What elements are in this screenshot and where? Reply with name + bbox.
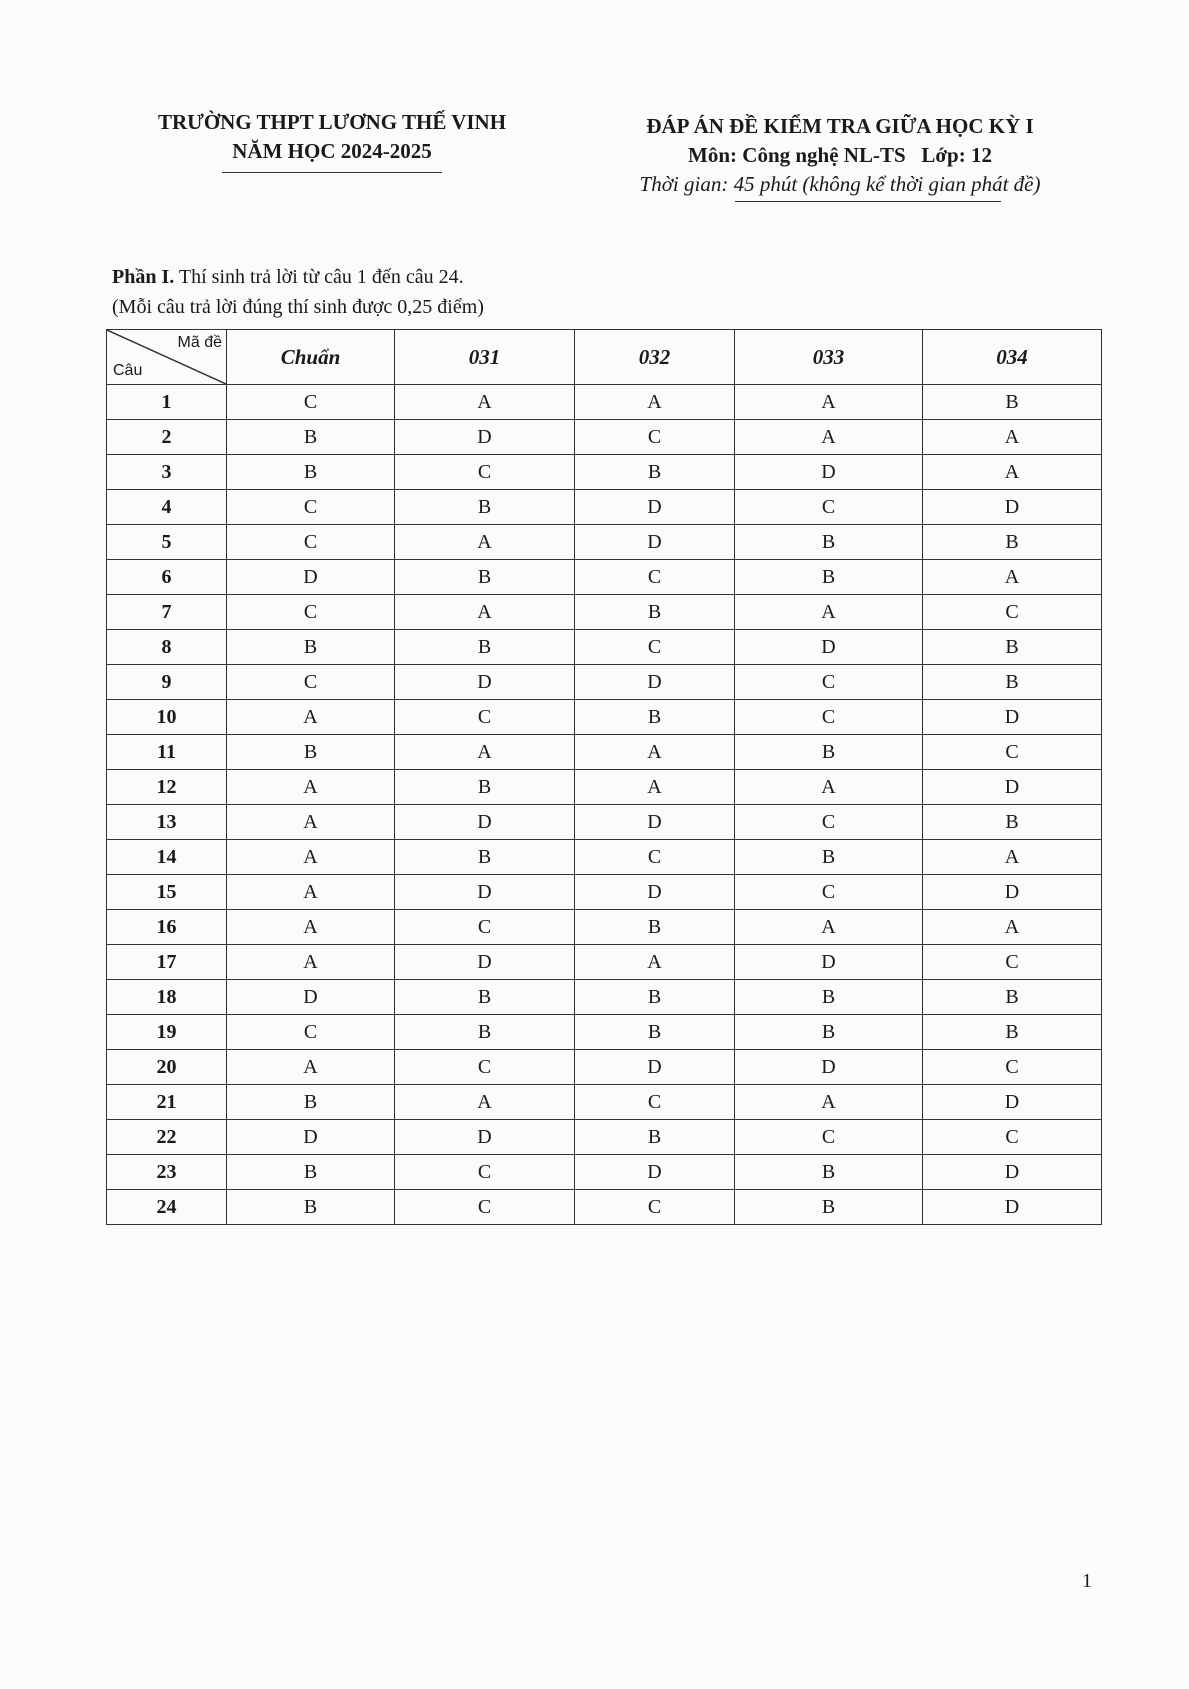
answer-cell: D [575,525,735,560]
question-number-cell: 24 [107,1190,227,1225]
question-number-cell: 21 [107,1085,227,1120]
answer-cell: D [575,875,735,910]
table-row [107,490,1102,525]
answer-cell: A [923,910,1102,945]
header-right [590,112,1090,202]
answer-cell: D [227,980,395,1015]
answer-cell: B [923,665,1102,700]
answer-cell: A [227,910,395,945]
answer-cell: A [735,595,923,630]
answer-cell: D [735,455,923,490]
table-row [107,805,1102,840]
question-number-cell: 3 [107,455,227,490]
answer-cell: D [735,945,923,980]
answer-cell: C [923,945,1102,980]
answer-cell: D [575,1155,735,1190]
answer-cell: B [735,1155,923,1190]
answer-cell: A [227,700,395,735]
answer-cell: D [395,665,575,700]
answer-cell: A [395,1085,575,1120]
table-row [107,1190,1102,1225]
corner-top-label: Mã đề [177,334,222,351]
question-number-cell: 13 [107,805,227,840]
question-number-cell: 11 [107,735,227,770]
answer-cell: C [227,1015,395,1050]
answer-cell: A [575,770,735,805]
column-header: 032 [575,330,735,385]
question-number-cell: 5 [107,525,227,560]
answer-cell: A [735,770,923,805]
answer-cell: A [395,525,575,560]
answer-cell: C [735,665,923,700]
answer-cell: B [395,1015,575,1050]
question-number-cell: 18 [107,980,227,1015]
answer-cell: A [395,595,575,630]
answer-cell: B [923,805,1102,840]
answer-cell: C [395,910,575,945]
answer-cell: A [575,735,735,770]
answer-cell: D [923,1190,1102,1225]
answer-cell: C [395,1155,575,1190]
answer-cell: B [395,630,575,665]
answer-table [106,329,1102,1225]
table-row [107,420,1102,455]
question-number-cell: 23 [107,1155,227,1190]
answer-cell: A [227,875,395,910]
header-left-divider [222,172,442,173]
answer-cell: B [575,910,735,945]
answer-cell: B [575,595,735,630]
question-number-cell: 20 [107,1050,227,1085]
answer-cell: A [923,420,1102,455]
answer-cell: B [735,560,923,595]
answer-cell: C [923,735,1102,770]
answer-cell: C [575,560,735,595]
column-header: 033 [735,330,923,385]
answer-cell: C [395,1190,575,1225]
section-intro [112,262,484,322]
column-header: Chuẩn [227,330,395,385]
corner-header-cell [107,330,227,385]
answer-cell: B [227,1190,395,1225]
table-row [107,560,1102,595]
answer-cell: D [735,1050,923,1085]
answer-cell: C [575,1085,735,1120]
table-row [107,385,1102,420]
answer-cell: B [395,490,575,525]
answer-cell: D [395,875,575,910]
answer-cell: C [735,490,923,525]
table-row [107,770,1102,805]
answer-cell: B [923,980,1102,1015]
answer-cell: B [735,525,923,560]
table-row [107,630,1102,665]
answer-cell: C [575,630,735,665]
question-number-cell: 12 [107,770,227,805]
question-number-cell: 17 [107,945,227,980]
table-row [107,945,1102,980]
answer-cell: D [923,700,1102,735]
answer-cell: B [575,1015,735,1050]
answer-cell: B [923,630,1102,665]
question-number-cell: 10 [107,700,227,735]
answer-cell: C [575,420,735,455]
answer-cell: B [923,385,1102,420]
table-row [107,1120,1102,1155]
section-instruction: Thí sinh trả lời từ câu 1 đến câu 24. [174,266,464,288]
answer-cell: B [395,840,575,875]
answer-cell: C [923,1050,1102,1085]
answer-cell: D [923,770,1102,805]
question-number-cell: 22 [107,1120,227,1155]
header-right-divider [735,201,1001,202]
table-row [107,665,1102,700]
question-number-cell: 8 [107,630,227,665]
answer-cell: B [227,1155,395,1190]
answer-cell: B [735,735,923,770]
answer-cell: D [923,875,1102,910]
table-row [107,1050,1102,1085]
answer-cell: B [575,980,735,1015]
answer-cell: B [227,455,395,490]
answer-cell: C [735,805,923,840]
answer-cell: A [395,385,575,420]
column-header: 031 [395,330,575,385]
answer-cell: B [735,1015,923,1050]
table-row [107,910,1102,945]
answer-cell: D [395,1120,575,1155]
answer-cell: B [735,840,923,875]
corner-bottom-label: Câu [113,362,143,379]
answer-cell: A [735,910,923,945]
question-number-cell: 9 [107,665,227,700]
answer-cell: D [575,490,735,525]
table-row [107,1155,1102,1190]
answer-cell: B [395,980,575,1015]
answer-cell: C [227,665,395,700]
answer-cell: C [227,490,395,525]
answer-cell: A [227,945,395,980]
answer-cell: C [735,875,923,910]
answer-cell: C [575,1190,735,1225]
answer-cell: B [227,735,395,770]
answer-cell: C [227,385,395,420]
answer-cell: D [923,490,1102,525]
answer-cell: B [735,1190,923,1225]
answer-cell: B [923,1015,1102,1050]
answer-cell: D [923,1155,1102,1190]
answer-cell: C [395,455,575,490]
answer-cell: C [227,525,395,560]
answer-cell: A [395,735,575,770]
question-number-cell: 7 [107,595,227,630]
section-instruction-line [112,262,484,292]
table-row [107,700,1102,735]
document-title: ĐÁP ÁN ĐỀ KIỂM TRA GIỮA HỌC KỲ I [646,114,1034,138]
answer-cell: C [395,1050,575,1085]
answer-cell: C [923,595,1102,630]
table-row [107,875,1102,910]
table-row [107,595,1102,630]
answer-cell: D [735,630,923,665]
answer-cell: B [575,700,735,735]
page-number: 1 [1082,1570,1092,1592]
answer-cell: B [735,980,923,1015]
answer-cell: B [923,525,1102,560]
answer-cell: A [227,770,395,805]
answer-cell: D [575,805,735,840]
table-row [107,980,1102,1015]
table-row [107,1015,1102,1050]
answer-cell: B [575,455,735,490]
subject-line: Môn: Công nghệ NL-TS Lớp: 12 [688,143,992,167]
answer-cell: C [227,595,395,630]
answer-cell: B [575,1120,735,1155]
table-row [107,1085,1102,1120]
question-number-cell: 16 [107,910,227,945]
time-line: Thời gian: 45 phút (không kể thời gian phát đề) [639,172,1041,196]
answer-cell: D [575,665,735,700]
answer-cell: A [735,1085,923,1120]
section-label: Phần I. [112,266,175,288]
answer-cell: B [227,630,395,665]
answer-cell: A [575,385,735,420]
answer-cell: D [395,420,575,455]
answer-cell: B [395,770,575,805]
table-row [107,840,1102,875]
question-number-cell: 1 [107,385,227,420]
answer-cell: C [735,700,923,735]
question-number-cell: 2 [107,420,227,455]
answer-cell: B [395,560,575,595]
answer-cell: B [227,420,395,455]
answer-cell: A [227,840,395,875]
answer-cell: C [395,700,575,735]
answer-cell: D [923,1085,1102,1120]
answer-cell: D [227,1120,395,1155]
answer-cell: C [735,1120,923,1155]
column-header: 034 [923,330,1102,385]
question-number-cell: 15 [107,875,227,910]
answer-cell: C [923,1120,1102,1155]
school-year: NĂM HỌC 2024-2025 [232,139,432,163]
answer-cell: C [575,840,735,875]
answer-cell: A [923,840,1102,875]
answer-cell: D [575,1050,735,1085]
table-row [107,735,1102,770]
school-name: TRƯỜNG THPT LƯƠNG THẾ VINH [157,110,507,134]
answer-table-body [107,385,1102,1225]
answer-cell: D [395,945,575,980]
question-number-cell: 19 [107,1015,227,1050]
table-row [107,525,1102,560]
answer-cell: A [575,945,735,980]
table-header-row [107,330,1102,385]
answer-cell: B [227,1085,395,1120]
answer-cell: A [735,385,923,420]
answer-cell: A [735,420,923,455]
answer-cell: A [227,805,395,840]
answer-cell: D [395,805,575,840]
question-number-cell: 14 [107,840,227,875]
question-number-cell: 6 [107,560,227,595]
section-note: (Mỗi câu trả lời đúng thí sinh được 0,25 điểm) [112,296,484,318]
answer-cell: A [923,455,1102,490]
answer-cell: D [227,560,395,595]
answer-cell: A [227,1050,395,1085]
header-left [112,108,552,173]
question-number-cell: 4 [107,490,227,525]
answer-cell: A [923,560,1102,595]
table-row [107,455,1102,490]
